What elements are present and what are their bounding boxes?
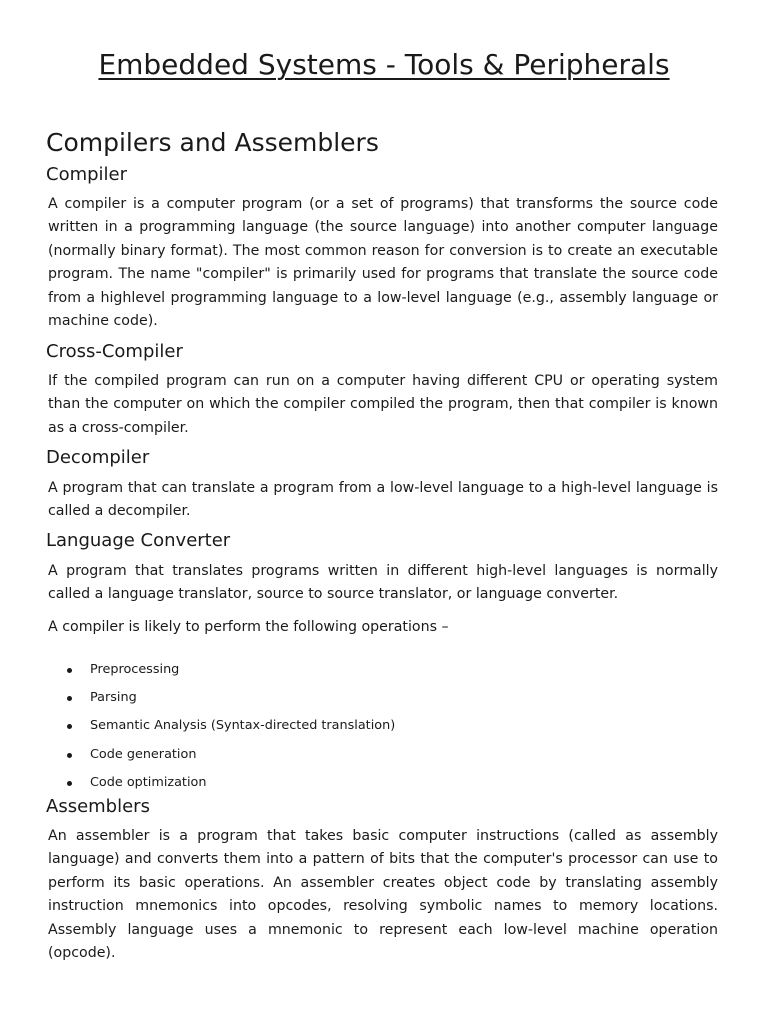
list-item xyxy=(48,714,395,742)
bullet-icon xyxy=(67,696,72,701)
compiler-paragraph: A compiler is a computer program (or a set of programs) that transforms the source code written in a programming language (the source language) into another computer language (normally binary format). The most common reason for conversion is to create an executable program. The name "compiler" is primarily used for programs that translate the source code from a highlevel programming language to a low-level language (e.g., assembly language or machine code). xyxy=(48,196,718,330)
list-item xyxy=(48,743,395,771)
bullet-icon xyxy=(67,753,72,758)
operations-list xyxy=(48,658,395,799)
bullet-icon xyxy=(67,724,72,729)
list-item-text: Semantic Analysis (Syntax-directed translation) xyxy=(90,718,396,734)
decompiler-heading: Decompiler xyxy=(46,447,150,468)
list-item-text: Parsing xyxy=(90,690,137,706)
list-item-text: Code optimization xyxy=(90,774,207,790)
assemblers-paragraph: An assembler is a program that takes basic computer instructions (called as assembly language) and converts them into a pattern of bits that the computer's processor can use to perform its basic operations. An assembler creates object code by translating assembly instruction mnemonics into opcodes, resolving symbolic names to memory locations. Assembly language uses a mnemonic to represent each low-level machine operation (opcode). xyxy=(48,828,718,962)
cross-compiler-paragraph: If the compiled program can run on a computer having different CPU or operating system than the computer on which the compiler compiled the program, then that compiler is known as a cross-compiler. xyxy=(48,373,718,436)
language-converter-paragraph: A program that translates programs written in different high-level languages is normally called a language translator, source to source translator, or language converter. xyxy=(48,563,718,603)
list-item xyxy=(48,771,395,799)
assemblers-heading: Assemblers xyxy=(46,796,150,817)
list-item-text: Code generation xyxy=(90,746,197,762)
list-item-text: Preprocessing xyxy=(90,662,180,677)
document-title: Embedded Systems - Tools & Peripherals xyxy=(98,48,670,81)
list-item xyxy=(48,686,395,714)
cross-compiler-heading: Cross-Compiler xyxy=(46,341,183,362)
list-item xyxy=(48,658,395,686)
section-title: Compilers and Assemblers xyxy=(46,128,379,157)
compiler-heading: Compiler xyxy=(46,164,128,185)
decompiler-paragraph: A program that can translate a program from a low-level language to a high-level language is called a decompiler. xyxy=(48,480,718,520)
bullet-icon xyxy=(67,781,72,786)
operations-intro: A compiler is likely to perform the following operations – xyxy=(48,619,449,635)
bullet-icon xyxy=(67,668,72,673)
language-converter-heading: Language Converter xyxy=(46,530,231,551)
